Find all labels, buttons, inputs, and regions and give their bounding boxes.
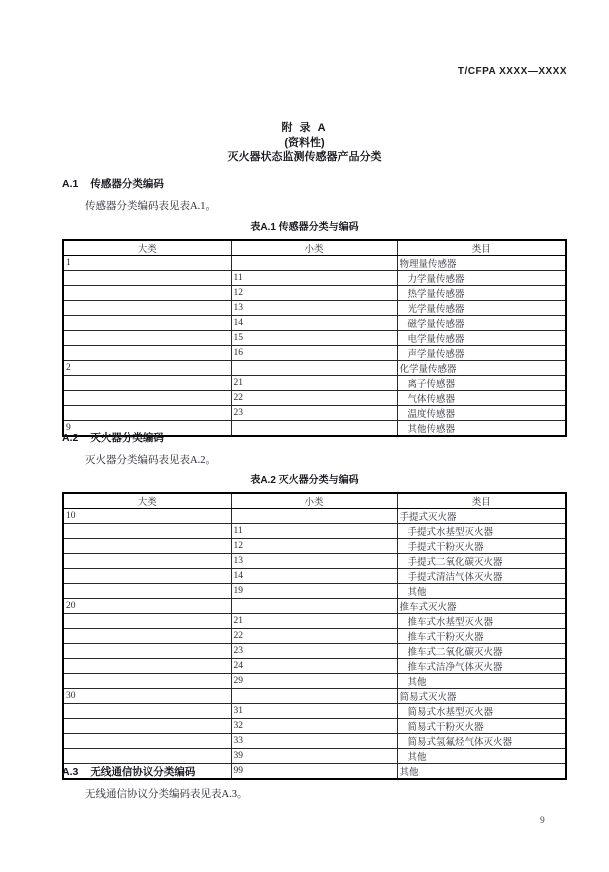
table-row [63, 674, 566, 689]
table-cell-category: 其他传感器 [397, 421, 566, 437]
table-cell-major [63, 644, 231, 659]
section-a3-number: A.3 [62, 766, 79, 778]
table-cell-minor: 15 [231, 331, 397, 346]
table-cell-major [63, 569, 231, 584]
table-row [63, 376, 566, 391]
table-cell-major: 20 [63, 599, 231, 614]
table-cell-minor [231, 256, 397, 271]
table-row [63, 346, 566, 361]
table-cell-category: 其他 [397, 584, 566, 599]
table-cell-category: 手提式二氧化碳灭火器 [397, 554, 566, 569]
table-cell-major [63, 286, 231, 301]
table-cell-major [63, 719, 231, 734]
table-row [63, 599, 566, 614]
table-a1-header-row [63, 240, 566, 256]
table-cell-major [63, 316, 231, 331]
table-cell-major: 9 [63, 421, 231, 437]
table-row [63, 629, 566, 644]
section-a1-heading [62, 176, 164, 191]
table-row [63, 554, 566, 569]
table-cell-category: 推车式干粉灭火器 [397, 629, 566, 644]
table-cell-minor: 29 [231, 674, 397, 689]
table-a1-header-category: 类目 [397, 240, 566, 256]
table-row [63, 734, 566, 749]
table-cell-category: 光学量传感器 [397, 301, 566, 316]
table-cell-category: 电学量传感器 [397, 331, 566, 346]
table-cell-category: 热学量传感器 [397, 286, 566, 301]
table-cell-minor [231, 509, 397, 524]
document-code: T/CFPA XXXX—XXXX [457, 66, 567, 77]
table-row [63, 301, 566, 316]
table-row [63, 749, 566, 764]
table-cell-minor: 32 [231, 719, 397, 734]
table-row [63, 361, 566, 376]
section-a2-title: 灭火器分类编码 [90, 432, 164, 444]
section-a1-number: A.1 [62, 178, 79, 190]
table-row [63, 689, 566, 704]
table-cell-category: 声学量传感器 [397, 346, 566, 361]
table-cell-category: 气体传感器 [397, 391, 566, 406]
section-a1-title: 传感器分类编码 [90, 178, 164, 190]
table-row [63, 524, 566, 539]
table-cell-major [63, 734, 231, 749]
table-cell-major [63, 554, 231, 569]
appendix-title-line3: 灭火器状态监测传感器产品分类 [227, 151, 382, 163]
table-row [63, 704, 566, 719]
table-cell-category: 推车式灭火器 [397, 599, 566, 614]
table-row [63, 391, 566, 406]
table-a1 [62, 239, 567, 437]
table-row [63, 584, 566, 599]
table-cell-major [63, 524, 231, 539]
table-cell-category: 手提式灭火器 [397, 509, 566, 524]
table-row [63, 644, 566, 659]
table-a2-header-category: 类目 [397, 493, 566, 509]
section-a3-heading [62, 764, 195, 779]
table-row [63, 569, 566, 584]
table-cell-major [63, 271, 231, 286]
table-cell-category: 简易式干粉灭火器 [397, 719, 566, 734]
table-cell-major [63, 629, 231, 644]
table-cell-minor: 22 [231, 629, 397, 644]
table-row [63, 614, 566, 629]
table-row [63, 286, 566, 301]
table-cell-major [63, 704, 231, 719]
table-cell-minor: 33 [231, 734, 397, 749]
table-cell-major [63, 391, 231, 406]
table-a1-caption: 表A.1 传感器分类与编码 [250, 222, 359, 233]
table-cell-minor: 21 [231, 376, 397, 391]
table-cell-category: 其他 [397, 749, 566, 764]
table-cell-minor: 11 [231, 524, 397, 539]
table-row [63, 406, 566, 421]
table-row [63, 659, 566, 674]
table-cell-minor: 14 [231, 569, 397, 584]
table-cell-major [63, 749, 231, 764]
table-cell-category: 推车式二氧化碳灭火器 [397, 644, 566, 659]
table-a1-header-major: 大类 [63, 240, 231, 256]
section-a1-paragraph: 传感器分类编码表见表A.1。 [85, 201, 216, 212]
table-cell-minor [231, 689, 397, 704]
table-cell-major: 2 [63, 361, 231, 376]
table-cell-major: 1 [63, 256, 231, 271]
table-cell-minor [231, 421, 397, 437]
table-cell-category: 离子传感器 [397, 376, 566, 391]
table-row [63, 316, 566, 331]
table-cell-category: 简易式灭火器 [397, 689, 566, 704]
table-cell-category: 推车式洁净气体灭火器 [397, 659, 566, 674]
table-cell-category: 物理量传感器 [397, 256, 566, 271]
table-cell-category: 手提式水基型灭火器 [397, 524, 566, 539]
table-cell-category: 化学量传感器 [397, 361, 566, 376]
table-cell-major [63, 539, 231, 554]
table-cell-minor: 23 [231, 644, 397, 659]
table-cell-category: 手提式干粉灭火器 [397, 539, 566, 554]
table-cell-major [63, 301, 231, 316]
appendix-title-line2: (资料性) [284, 136, 325, 149]
table-cell-major [63, 331, 231, 346]
table-row [63, 539, 566, 554]
section-a3-title: 无线通信协议分类编码 [90, 766, 196, 778]
table-cell-minor: 13 [231, 301, 397, 316]
table-cell-minor [231, 599, 397, 614]
table-cell-major [63, 584, 231, 599]
table-row [63, 719, 566, 734]
table-a2 [62, 492, 567, 780]
table-cell-major: 30 [63, 689, 231, 704]
table-cell-minor: 16 [231, 346, 397, 361]
table-cell-minor: 11 [231, 271, 397, 286]
table-cell-major: 10 [63, 509, 231, 524]
table-cell-minor: 12 [231, 539, 397, 554]
appendix-title-block [0, 121, 609, 165]
table-cell-major [63, 346, 231, 361]
page-number: 9 [540, 816, 545, 826]
table-cell-minor: 19 [231, 584, 397, 599]
table-cell-category: 简易式水基型灭火器 [397, 704, 566, 719]
table-cell-minor: 22 [231, 391, 397, 406]
table-cell-minor: 39 [231, 749, 397, 764]
table-a2-caption: 表A.2 灭火器分类与编码 [250, 475, 359, 486]
table-cell-category: 温度传感器 [397, 406, 566, 421]
section-a3-paragraph: 无线通信协议分类编码表见表A.3。 [85, 789, 248, 800]
table-cell-major [63, 376, 231, 391]
table-cell-category: 其他 [397, 674, 566, 689]
table-a2-header-major: 大类 [63, 493, 231, 509]
table-cell-major [63, 614, 231, 629]
table-cell-category: 其他 [397, 764, 566, 780]
table-cell-minor: 13 [231, 554, 397, 569]
table-a2-header-row [63, 493, 566, 509]
table-cell-category: 推车式水基型灭火器 [397, 614, 566, 629]
table-cell-category: 力学量传感器 [397, 271, 566, 286]
table-a1-header-minor: 小类 [231, 240, 397, 256]
table-cell-minor: 21 [231, 614, 397, 629]
appendix-title-line1: 附 录 A [281, 122, 328, 134]
table-cell-minor: 99 [231, 764, 397, 780]
table-cell-major [63, 406, 231, 421]
table-cell-minor [231, 361, 397, 376]
section-a2-number: A.2 [62, 432, 79, 444]
table-cell-category: 手提式清洁气体灭火器 [397, 569, 566, 584]
table-cell-major [63, 674, 231, 689]
table-cell-minor: 14 [231, 316, 397, 331]
table-cell-minor: 12 [231, 286, 397, 301]
table-row [63, 509, 566, 524]
table-row [63, 331, 566, 346]
table-cell-minor: 23 [231, 406, 397, 421]
table-cell-category: 磁学量传感器 [397, 316, 566, 331]
table-row [63, 271, 566, 286]
table-cell-category: 简易式氢氟烃气体灭火器 [397, 734, 566, 749]
section-a2-paragraph: 灭火器分类编码表见表A.2。 [85, 455, 216, 466]
table-a2-header-minor: 小类 [231, 493, 397, 509]
table-cell-minor: 31 [231, 704, 397, 719]
section-a2-heading [62, 430, 164, 445]
table-row [63, 256, 566, 271]
table-cell-major [63, 659, 231, 674]
table-cell-minor: 24 [231, 659, 397, 674]
